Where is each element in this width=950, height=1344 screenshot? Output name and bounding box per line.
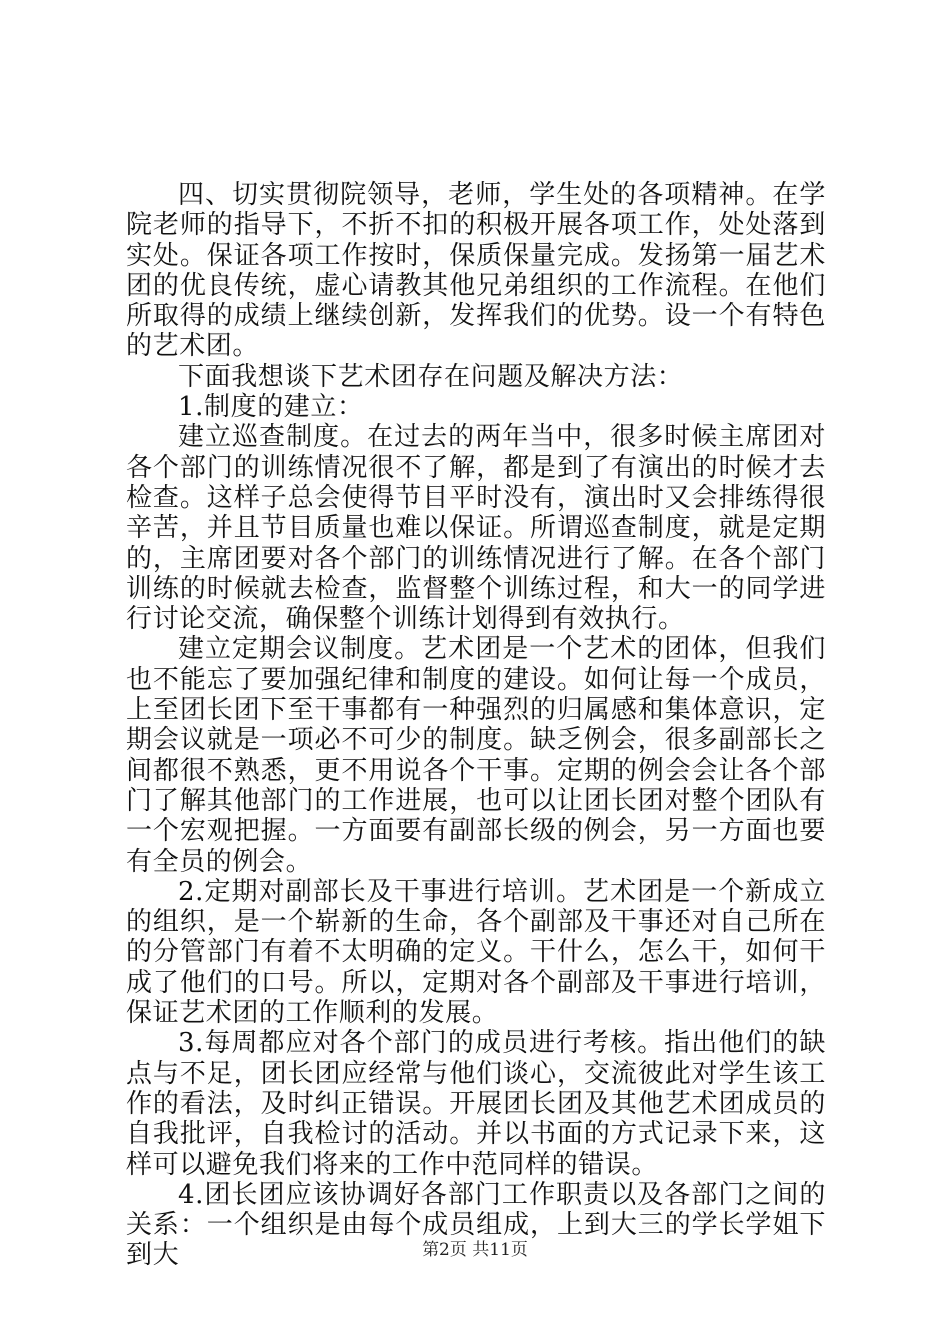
paragraph-principle-four: 四、切实贯彻院领导，老师，学生处的各项精神。在学院老师的指导下，不折不扣的积极开展各项工作，处处落到实处。保证各项工作按时，保质保量完成。发扬第一届艺术团的优良传统，虚心请教其他兄弟组织的工作流程。在他们所取得的成绩上继续创新，发挥我们的优势。设一个有特色的艺术团。 (126, 180, 826, 362)
paragraph-training: 2.定期对副部长及干事进行培训。艺术团是一个新成立的组织，是一个崭新的生命，各个副部及干事还对自己所在的分管部门有着不太明确的定义。干什么，怎么干，如何干成了他们的口号。所以，定期对各个副部及干事进行培训，保证艺术团的工作顺利的发展。 (126, 876, 826, 1029)
paragraph-heading-system: 1.制度的建立： (178, 392, 364, 423)
paragraph-assessment: 3.每周都应对各个部门的成员进行考核。指出他们的缺点与不足，团长团应经常与他们谈心，交流彼此对学生该工作的看法，及时纠正错误。开展团长团及其他艺术团成员的自我批评，自我检讨的活动。并以书面的方式记录下来，这样可以避免我们将来的工作中范同样的错误。 (126, 1028, 826, 1180)
paragraph-problems-intro: 下面我想谈下艺术团存在问题及解决方法： (178, 361, 684, 392)
paragraph-inspection-system: 建立巡查制度。在过去的两年当中，很多时候主席团对各个部门的训练情况很不了解，都是到了有演出的时候才去检查。这样子总会使得节目平时没有，演出时又会排练得很辛苦，并且节目质量也难以保证。所谓巡查制度，就是定期的，主席团要对各个部门的训练情况进行了解。在各个部门训练的时候就去检查，监督整个训练过程，和大一的同学进行讨论交流，确保整个训练计划得到有效执行。 (126, 422, 826, 635)
paragraph-meeting-system: 建立定期会议制度。艺术团是一个艺术的团体，但我们也不能忘了要加强纪律和制度的建设。如何让每一个成员，上至团长团下至干事都有一种强烈的归属感和集体意识，定期会议就是一项必不可少的制度。缺乏例会，很多副部长之间都很不熟悉，更不用说各个干事。定期的例会会让各个部门了解其他部门的工作进展，也可以让团长团对整个团队有一个宏观把握。一方面要有副部长级的例会，另一方面也要有全员的例会。 (126, 634, 826, 877)
paragraph-coordination: 4.团长团应该协调好各部门工作职责以及各部门之间的关系：一个组织是由每个成员组成，上到大三的学长学姐下到大 (126, 1179, 826, 1271)
page-number-footer: 第2页 共11页 (422, 1240, 528, 1260)
document-body (126, 180, 826, 1271)
